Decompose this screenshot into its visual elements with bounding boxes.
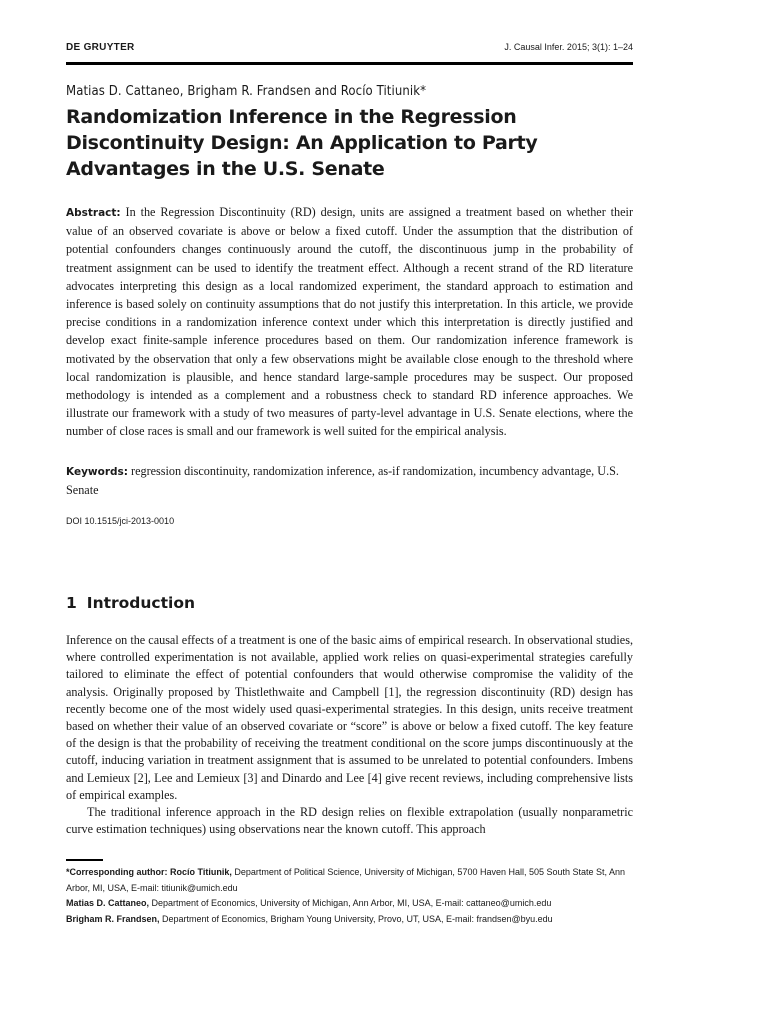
author-list: Matias D. Cattaneo, Brigham R. Frandsen and Rocío Titiunik* <box>66 84 427 99</box>
section-body <box>66 632 633 838</box>
footnote-text: Department of Economics, Brigham Young University, Provo, UT, USA, E-mail: frandsen@byu.edu <box>159 913 553 924</box>
paragraph: Inference on the causal effects of a treatment is one of the basic aims of empirical research. In observational studies, where controlled experimentation is not available, applied work relies on quasi-experimental strategies carefully tailored to eliminate the effect of potential confounders that would otherwise compromise the validity of the analysis. Originally proposed by Thistlethwaite and Campbell [1], the regression discontinuity (RD) design has recently become one of the most widely used quasi-experimental strategies. In this design, units receive treatment based on whether their value of an observed covariate or “score” is above or below a fixed cutoff. The key feature of the design is that the probability of receiving the treatment conditional on the score jumps discontinuously at the cutoff, inducing variation in treatment assignment that is assumed to be unrelated to potential confounders. Imbens and Lemieux [2], Lee and Lemieux [3] and Dinardo and Lee [4] give recent reviews, including comprehensive lists of empirical examples. <box>66 633 633 802</box>
footnote-label: Matias D. Cattaneo, <box>66 898 150 909</box>
abstract-text: In the Regression Discontinuity (RD) design, units are assigned a treatment based on whether their value of an observed covariate is above or below a fixed cutoff. Under the assumption that the distribution of potential confounders changes continuously around the cutoff, the discontinuous jump in the probability of treatment assignment can be used to identify the treatment effect. Although a recent strand of the RD literature advocates interpreting this design as a local randomized experiment, the standard approach to estimation and inference is based solely on continuity assumptions that do not justify this interpretation. In this article, we provide precise conditions in a randomization inference context under which this interpretation is directly justified and develop exact finite-sample inference procedures based on them. Our randomization inference framework is motivated by the observation that only a few observations might be available close enough to the threshold where local randomization is plausible, and hence standard large-sample procedures may be suspect. Our proposed methodology is intended as a complement and a robustness check to standard RD inference approaches. We illustrate our framework with a study of two measures of party-level advantage in U.S. Senate elections, where the number of close races is small and our framework is well suited for the empirical analysis. <box>66 205 633 439</box>
title-line: Randomization Inference in the Regression <box>66 106 517 128</box>
keywords-text: regression discontinuity, randomization inference, as-if randomization, incumbency advantage, U.S. Senate <box>66 464 619 498</box>
footnote-text: Department of Political Science, University of Michigan, 5700 Haven Hall, 505 South State St, Ann Arbor, MI, USA, E-mail: titiunik@umich.edu <box>66 867 626 893</box>
title-line: Discontinuity Design: An Application to Party <box>66 132 538 154</box>
section-title: Introduction <box>86 594 196 612</box>
footnote-rule <box>66 859 103 861</box>
section-number: 1 <box>66 594 77 612</box>
abstract <box>66 203 633 441</box>
footnote <box>66 912 633 928</box>
keywords <box>66 462 633 499</box>
abstract-label: Abstract: <box>66 207 121 219</box>
doi: DOI 10.1515/jci-2013-0010 <box>66 516 175 526</box>
header-rule <box>66 62 633 65</box>
footnote-label: *Corresponding author: Rocío Titiunik, <box>66 867 232 877</box>
title-line: Advantages in the U.S. Senate <box>66 158 385 180</box>
keywords-label: Keywords: <box>66 466 128 478</box>
footnotes <box>66 865 633 927</box>
paragraph: The traditional inference approach in the RD design relies on flexible extrapolation (usually nonparametric curve estimation techniques) using observations near the known cutoff. This approach <box>66 805 633 837</box>
footnote-label: Brigham R. Frandsen, <box>66 913 160 924</box>
footnote <box>66 865 633 896</box>
publisher-name: DE GRUYTER <box>66 42 135 53</box>
article-title <box>66 104 586 182</box>
page-header <box>66 42 633 60</box>
footnote-text: Department of Economics, University of Michigan, Ann Arbor, MI, USA, E-mail: cattaneo@umich.edu <box>149 898 552 909</box>
footnote <box>66 896 633 912</box>
section-heading <box>66 594 195 612</box>
journal-reference: J. Causal Infer. 2015; 3(1): 1–24 <box>504 42 633 52</box>
